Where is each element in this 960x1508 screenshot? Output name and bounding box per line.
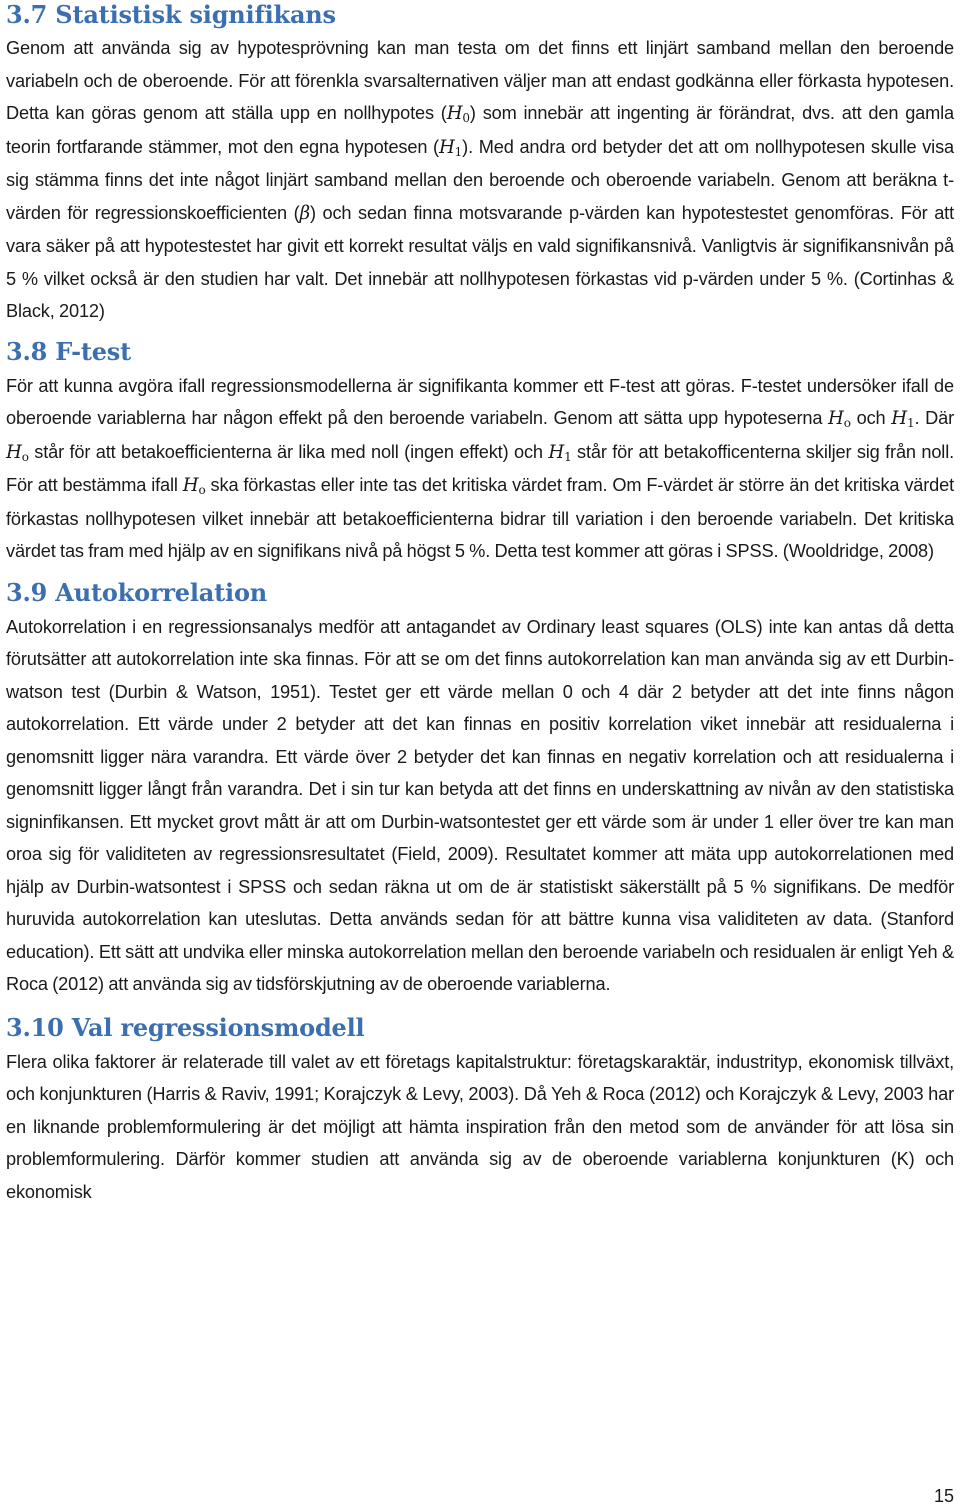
section-paragraph-3-10 [6,1046,954,1209]
text-run: Flera olika faktorer är relaterade till valet av ett företags kapitalstruktur: företagskaraktär, industrityp, ekonomisk tillväxt, och konjunkturen (Harris & Raviv, 1991; Korajczyk & Levy, 2003). Då Yeh & Roca (2012) och Korajczyk & Levy, 2003 har en liknande problemformulering är det möjligt att hämta inspiration från den metod som de använder för att lösa sin problemformulering. Därför kommer studien att använda sig av de oberoende variablerna konjunkturen (K) och ekonomisk [6,1051,954,1202]
math-subscript: 1 [906,416,915,430]
math-symbol: $H_0$ [446,103,470,125]
math-subscript: o [843,416,851,430]
text-run: Genom att använda sig av hypotesprövning kan man testa om det finns ett linjärt samband mellan den beroende variabeln och de oberoende. För att förenkla svarsalternativen väljer man att endast godkänna eller förkasta hypotesen. Detta kan göras genom att ställa upp en nollhypotes ( [6,38,954,123]
math-symbol: $H_1$ [438,136,463,159]
text-run: För att kunna avgöra ifall regressionsmodellerna är signifikanta kommer ett F-test att göras. F-testet undersöker ifall de oberoende variablerna har någon effekt på den beroende variabeln. Genom att sätta upp hypoteserna [6,375,954,428]
text-run: står för att betakoefficienterna är lika med noll (ingen effekt) och [28,441,549,462]
math-subscript: 1 [454,144,463,159]
math-subscript: o [21,449,29,464]
text-run: ) och sedan finna motsvarande p-värden kan hypotestestet genomföras. För att vara säker på att hypotestestet har givit ett korrekt resultat väljs en vald signifikansnivå. Vanligtvis är signifikansnivån på 5 % vilket också är den studien har valt. Det innebär att nollhypotesen förkastas vid p-värden under 5 %. (Cortinhas & Black, 2012) [6,202,954,321]
section-paragraph-3-9 [6,611,954,1001]
text-run: ska förkastas eller inte tas det kritiska värdet fram. Om F-värdet är större än det kritiska värdet förkastas nollhypotesen vilket innebär att betakoefficienterna bidrar till variation i den beroende variabeln. Det kritiska värdet tas fram med hjälp av en signifikans nivå på högst 5 %. Detta test kommer att göras i SPSS. (Wooldridge, 2008) [6,475,954,561]
math-subscript: 0 [462,111,470,125]
math-symbol: $H_1$ [891,408,915,430]
section-heading-3-7: 3.7 Statistisk signifikans [6,0,336,29]
section-paragraph-3-8 [6,370,954,568]
math-symbol: $H_o$ [182,475,206,497]
math-symbol: $H_o$ [6,441,29,464]
section-paragraph-3-7 [6,32,954,328]
math-subscript: 1 [564,449,572,464]
section-heading-3-10: 3.10 Val regressionsmodell [6,1012,365,1042]
text-run: och [850,408,892,428]
text-run: står för att betakofficenterna skiljer sig från noll. För att bestämma ifall [6,441,954,495]
text-run: . Där [914,408,954,428]
section-heading-3-9: 3.9 Autokorrelation [6,577,267,607]
section-heading-3-8: 3.8 F-test [6,336,131,366]
page-number: 15 [933,1486,954,1506]
text-run: ) som innebär att ingenting är förändrat, dvs. att den gamla teorin fortfarande stämmer, mot den egna hypotesen ( [6,103,954,157]
document-page [6,0,954,1208]
math-symbol: $H_1$ [548,441,572,464]
math-symbol: β [299,202,310,224]
math-subscript: o [198,483,206,497]
text-run: Autokorrelation i en regressionsanalys medför att antagandet av Ordinary least squares (OLS) inte kan antas då detta förutsätter att autokorrelation inte ska finnas. För att se om det finns autokorrelation kan man använda sig av ett Durbin-watson test (Durbin & Watson, 1951). Testet ger ett värde mellan 0 och 4 där 2 betyder att det inte finns någon autokorrelation. Ett värde under 2 betyder att det kan finnas en positiv korrelation viket innebär att residualerna i genomsnitt ligger nära varandra. Ett värde över 2 betyder det kan finnas en negativ korrelation och att residualerna i genomsnitt ligger långt från varandra. Det i sin tur kan betyda att det finns en underskattning av nivån av den statistiska signinfikansen. Ett mycket grovt mått är att om Durbin-watsontestet ger ett värde som är under 1 eller över tre kan man oroa sig för validiteten av regressionsresultatet (Field, 2009). Resultatet kommer att mäta upp autokorrelationen med hjälp av Durbin-watsontest i SPSS och sedan räkna ut om de är statistiskt säkerställt på 5 % signifikans. De medför huruvida autokorrelation kan uteslutas. Detta används sedan för att bättre kunna visa validiteten av data. (Stanford education). Ett sätt att undvika eller minska autokorrelation mellan den beroende variabeln och residualen är enligt Yeh & Roca (2012) att använda sig av tidsförskjutning av de oberoende variablerna. [6,616,954,994]
text-run: ). Med andra ord betyder det att om nollhypotesen skulle visa sig stämma finns det inte något linjärt samband mellan den beroende och oberoende variabeln. Genom att beräkna t-värden för regressionskoefficienten ( [6,136,954,223]
math-symbol: $H_o$ [828,408,851,430]
